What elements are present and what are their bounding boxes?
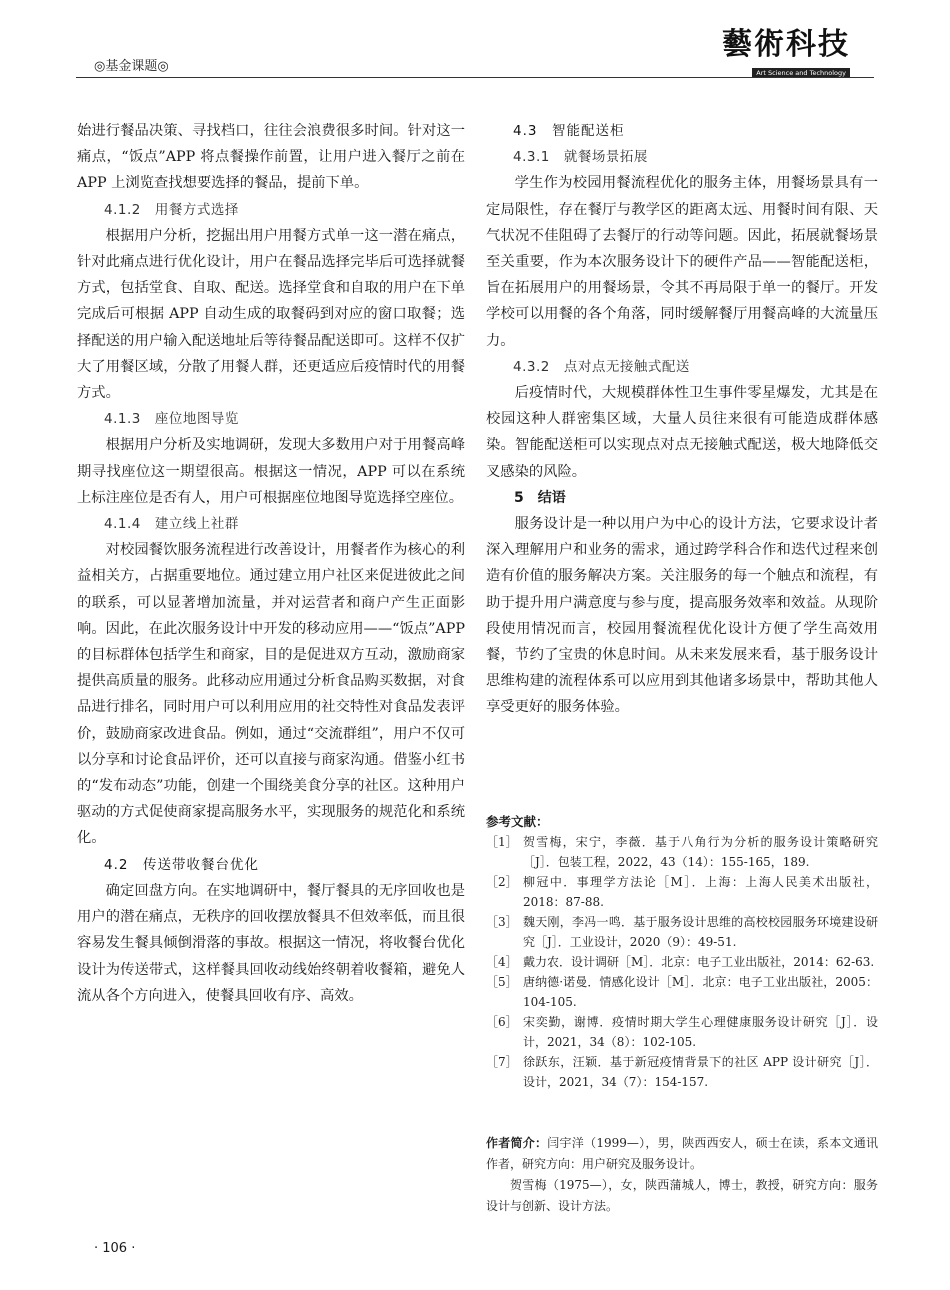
author-label: 作者简介： [486,1136,548,1150]
reference-number: ［2］ [486,875,518,889]
heading-4-2: 4.2 传送带收餐台优化 [104,856,259,873]
logo-chinese: 藝術科技 [722,27,850,62]
reference-text: 柳冠中．事理学方法论［M］．上海：上海人民美术出版社，2018：87-88. [523,875,878,909]
reference-item [486,1052,878,1092]
paragraph: 对校园餐饮服务流程进行改善设计，用餐者作为核心的利益相关方，占据重要地位。通过建立用户社区来促进彼此之间的联系，可以显著增加流量，并对运营者和商户产生正面影响。因此，在此次服务设计中开发的移动应用——“饭点”APP 的目标群体包括学生和商家，目的是促进双方互动，激励商家提供高质量的服务。此移动应用通过分析食品购买数据，对食品进行排名，同时用户可以利用应用的社交特性对食品发表评价，鼓励商家改进食品。例如，通过“交流群组”，用户不仅可以分享和讨论食品评价，还可以直接与商家沟通。借鉴小红书的“发布动态”功能，创建一个围绕美食分享的社区。这种用户驱动的方式促使商家提高服务水平，实现服务的规范化和系统化。 [77,542,465,847]
paragraph: 根据用户分析及实地调研，发现大多数用户对于用餐高峰期寻找座位这一期望很高。根据这一情况，APP 可以在系统上标注座位是否有人，用户可根据座位地图导览选择空座位。 [77,437,465,506]
paragraph: 确定回盘方向。在实地调研中，餐厅餐具的无序回收也是用户的潜在痛点，无秩序的回收摆放餐具不但效率低，而且很容易发生餐具倾倒滑落的事故。根据这一情况，将收餐台优化设计为传送带式，这样餐具回收动线始终朝着收餐箱，避免人流从各个方向进入，使餐具回收有序、高效。 [77,882,465,1004]
references-title: 参考文献： [486,814,549,829]
section-tag: ◎基金课题◎ [94,59,169,74]
reference-item [486,972,878,1012]
left-column [77,118,465,1009]
author-bio [486,1133,878,1217]
references-section [486,812,878,1092]
reference-text: 唐纳德·诺曼．情感化设计［M］．北京：电子工业出版社，2005：104-105. [523,975,878,1009]
author-text-2: 贺雪梅（1975—），女，陕西蒲城人，博士，教授，研究方向：服务设计与创新、设计方法。 [486,1178,878,1213]
reference-text: 徐跃东，汪颖．基于新冠疫情背景下的社区 APP 设计研究［J］．设计，2021，34（7）：154-157. [523,1055,878,1089]
reference-item [486,912,878,952]
reference-item [486,832,878,872]
reference-text: 宋奕勤，谢博．疫情时期大学生心理健康服务设计研究［J］．设计，2021，34（8）：102-105. [523,1015,878,1049]
heading-4-1-2: 4.1.2 用餐方式选择 [104,201,239,218]
reference-text: 戴力农．设计调研［M］．北京：电子工业出版社，2014：62-63. [523,955,875,969]
right-column [486,118,878,721]
reference-number: ［1］ [486,835,518,849]
paragraph: 服务设计是一种以用户为中心的设计方法，它要求设计者深入理解用户和业务的需求，通过跨学科合作和迭代过程来创造有价值的服务解决方案。关注服务的每一个触点和流程，有助于提升用户满意度与参与度，提高服务效率和效益。从现阶段使用情况而言，校园用餐流程优化设计方便了学生高效用餐，节约了宝贵的休息时间。从未来发展来看，基于服务设计思维构建的流程体系可以应用到其他诸多场景中，帮助其他人享受更好的服务体验。 [486,516,878,716]
heading-4-1-3: 4.1.3 座位地图导览 [104,411,239,428]
reference-number: ［7］ [486,1055,518,1069]
paragraph: 始进行餐品决策、寻找档口，往往会浪费很多时间。针对这一痛点，“饭点”APP 将点餐操作前置，让用户进入餐厅之前在 APP 上浏览查找想要选择的餐品，提前下单。 [77,123,465,192]
heading-4-3-1: 4.3.1 就餐场景拓展 [513,149,648,166]
heading-5-conclusion: 5 结语 [514,489,566,506]
reference-number: ［5］ [486,975,518,989]
paragraph: 根据用户分析，挖掘出用户用餐方式单一这一潜在痛点，针对此痛点进行优化设计，用户在餐品选择完毕后可选择就餐方式，包括堂食、自取、配送。选择堂食和自取的用户在下单完成后可根据 APP 自动生成的取餐码到对应的窗口取餐；选择配送的用户输入配送地址后等待餐品配送即可。这样不仅扩大了用餐区域，分散了用餐人群，还更适应后疫情时代的用餐方式。 [77,227,465,402]
reference-text: 贺雪梅，宋宁，李薇．基于八角行为分析的服务设计策略研究［J］．包装工程，2022，43（14）：155-165，189. [523,835,878,869]
reference-number: ［4］ [486,955,518,969]
heading-4-3: 4.3 智能配送柜 [513,123,625,139]
reference-text: 魏天刚，李冯一鸣．基于服务设计思维的高校校园服务环境建设研究［J］．工业设计，2020（9）：49-51. [523,915,878,949]
page-number: · 106 · [94,1241,136,1256]
header-rule [76,77,874,78]
logo-english: Art Science and Technology [752,68,850,78]
reference-item [486,952,878,972]
paragraph: 后疫情时代，大规模群体性卫生事件零星爆发，尤其是在校园这种人群密集区域，大量人员往来很有可能造成群体感染。智能配送柜可以实现点对点无接触式配送，极大地降低交叉感染的风险。 [486,385,878,480]
heading-4-3-2: 4.3.2 点对点无接触式配送 [513,358,690,375]
reference-number: ［3］ [486,915,518,929]
reference-item [486,1012,878,1052]
paragraph: 学生作为校园用餐流程优化的服务主体，用餐场景具有一定局限性，存在餐厅与教学区的距离太远、用餐时间有限、天气状况不佳阻碍了去餐厅的行动等问题。因此，拓展就餐场景至关重要，作为本次服务设计下的硬件产品——智能配送柜，旨在拓展用户的用餐场景，令其不再局限于单一的餐厅。开发学校可以用餐的各个角落，同时缓解餐厅用餐高峰的大流量压力。 [486,175,878,349]
heading-4-1-4: 4.1.4 建立线上社群 [104,516,239,533]
journal-logo [722,27,850,79]
reference-item [486,872,878,912]
author-bio-line [486,1133,878,1175]
author-text-1: 闫宇洋（1999—），男，陕西西安人，硕士在读，系本文通讯作者，研究方向：用户研究及服务设计。 [486,1136,878,1171]
reference-number: ［6］ [486,1015,518,1029]
